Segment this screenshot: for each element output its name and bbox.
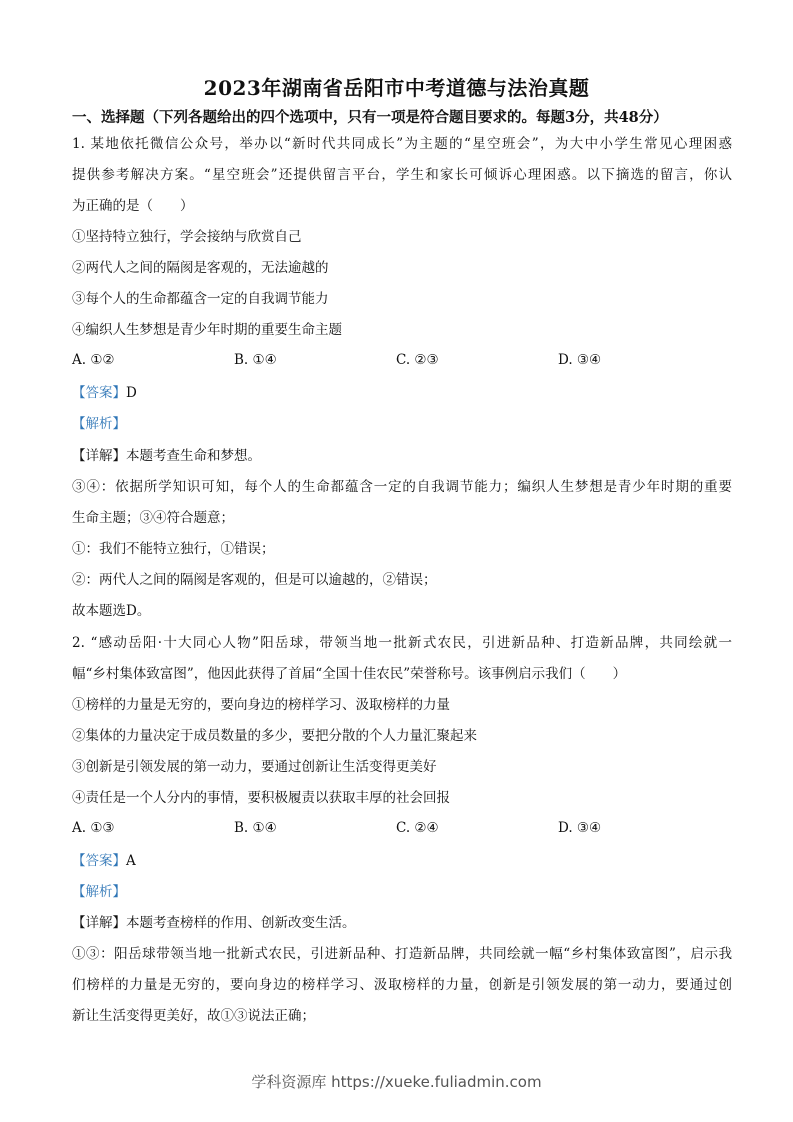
q1-options [72,352,732,372]
q1-option-d: D. ③④ [558,352,602,368]
q1-stem-line: 1. 某地依托微信公众号，举办以“新时代共同成长”为主题的“星空班会”，为大中小学生常见心理困惑 [72,136,732,152]
q1-stem-line: 为正确的是（ ） [72,198,194,214]
q1-statement: ①坚持特立独行，学会接纳与欣赏自己 [72,229,302,245]
q1-stem-line: 提供参考解决方案。“星空班会”还提供留言平台，学生和家长可倾诉心理困惑。以下摘选的留言，你认 [72,167,732,183]
q1-explanation-line: ②：两代人之间的隔阂是客观的，但是可以逾越的，②错误； [72,572,437,588]
section-heading: 一、选择题（下列各题给出的四个选项中，只有一项是符合题目要求的。每题3分，共48分） [72,109,668,126]
q1-answer [72,383,732,403]
q2-detail [72,913,732,933]
analysis-tag: 【解析】 [72,884,126,900]
q2-stem-line: 幅“乡村集体致富图”，他因此获得了首届“全国十佳农民”荣誉称号。该事例启示我们（ ） [72,666,627,682]
q2-answer [72,851,732,871]
q2-stem-line: 2. “感动岳阳·十大同心人物”阳岳球，带领当地一批新式农民，引进新品种、打造新品牌，共同绘就一 [72,635,732,651]
detail-tag: 【详解】 [72,448,126,464]
q2-explanation-line: ①③：阳岳球带领当地一批新式农民，引进新品种、打造新品牌，共同绘就一幅“乡村集体致富图”，启示我 [72,946,732,962]
analysis-tag: 【解析】 [72,416,126,432]
answer-value: D [126,385,137,401]
q1-analysis [72,414,732,434]
q1-option-a: A. ①② [72,352,115,368]
q2-statement: ④责任是一个人分内的事情，要积极履责以获取丰厚的社会回报 [72,790,450,806]
detail-text: 本题考查生命和梦想。 [126,448,261,464]
q2-options [72,820,732,840]
q1-explanation-line: ①：我们不能特立独行，①错误； [72,541,275,557]
q2-analysis [72,882,732,902]
detail-tag: 【详解】 [72,915,126,931]
footer-watermark: 学科资源库 https://xueke.fuliadmin.com [251,1073,542,1091]
q1-statement: ③每个人的生命都蕴含一定的自我调节能力 [72,291,329,307]
q1-detail [72,446,732,466]
q1-option-b: B. ①④ [234,352,277,368]
q1-explanation-line: ③④：依据所学知识可知，每个人的生命都蕴含一定的自我调节能力；编织人生梦想是青少年时期的重要 [72,479,732,495]
q1-option-c: C. ②③ [396,352,439,368]
q2-option-b: B. ①④ [234,820,277,836]
q2-explanation-line: 们榜样的力量是无穷的，要向身边的榜样学习、汲取榜样的力量，创新是引领发展的第一动力，要通过创 [72,977,732,993]
q1-conclusion: 故本题选D。 [72,603,151,619]
q1-statement: ②两代人之间的隔阂是客观的，无法逾越的 [72,260,329,276]
q2-option-a: A. ①③ [72,820,115,836]
page-title: 2023年湖南省岳阳市中考道德与法治真题 [203,76,590,100]
answer-tag: 【答案】 [72,385,126,401]
q2-statement: ①榜样的力量是无穷的，要向身边的榜样学习、汲取榜样的力量 [72,697,450,713]
q1-explanation-line: 生命主题；③④符合题意； [72,510,234,526]
answer-tag: 【答案】 [72,853,126,869]
q2-option-c: C. ②④ [396,820,439,836]
answer-value: A [126,853,136,869]
q2-statement: ②集体的力量决定于成员数量的多少，要把分散的个人力量汇聚起来 [72,728,477,744]
q2-option-d: D. ③④ [558,820,602,836]
detail-text: 本题考查榜样的作用、创新改变生活。 [126,915,356,931]
q2-explanation-line: 新让生活变得更美好，故①③说法正确； [72,1008,315,1024]
q1-statement: ④编织人生梦想是青少年时期的重要生命主题 [72,322,342,338]
q2-statement: ③创新是引领发展的第一动力，要通过创新让生活变得更美好 [72,759,437,775]
